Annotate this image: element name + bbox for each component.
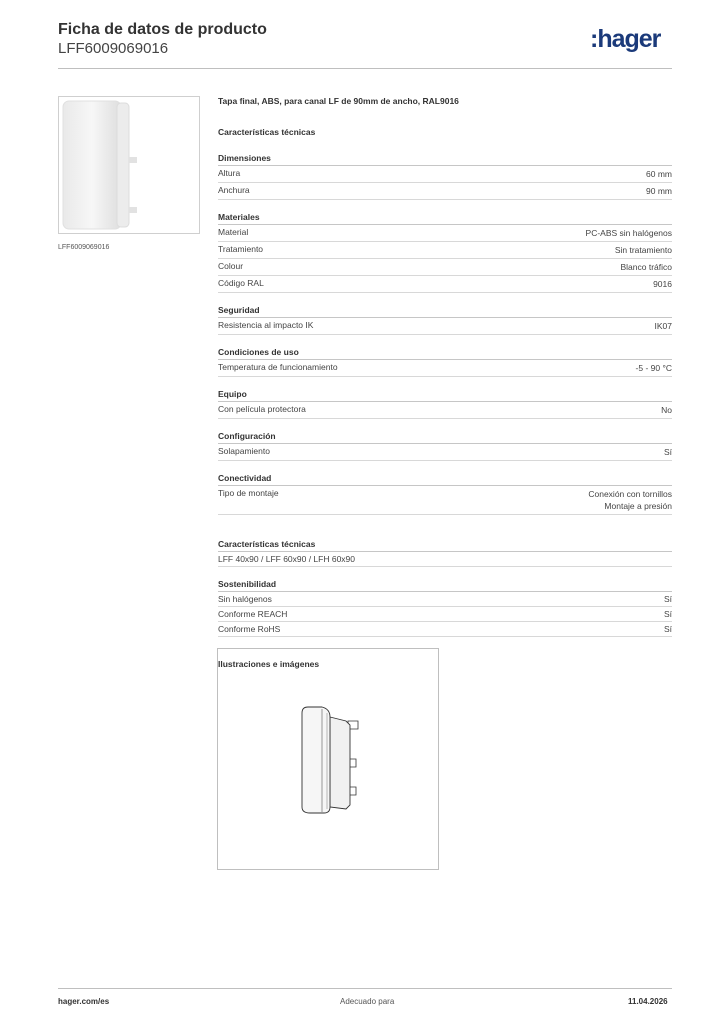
spec-row [218, 402, 672, 419]
hager-logo: :hager [590, 25, 661, 53]
sustainability-label: Conforme REACH [218, 609, 288, 619]
spec-label: Código RAL [218, 278, 264, 288]
product-description: Tapa final, ABS, para canal LF de 90mm de ancho, RAL9016 [218, 96, 459, 106]
spec-label: Material [218, 227, 249, 237]
section-title: Condiciones de uso [218, 347, 672, 360]
spec-content [218, 96, 672, 669]
sustainability-value: Sí [663, 624, 672, 634]
sustainability-title: Sostenibilidad [218, 579, 672, 592]
spec-value-line: Blanco tráfico [620, 262, 672, 272]
spec-value [621, 261, 673, 273]
spec-label: Anchura [218, 185, 250, 195]
footer-date: 11.04.2026 [628, 997, 668, 1006]
spec-value-line: Conexión con tornillos [588, 489, 672, 499]
spec-label: Tipo de montaje [218, 488, 279, 498]
sustainability-row [218, 592, 672, 607]
spec-value [588, 488, 672, 512]
spec-value [653, 278, 672, 290]
compat-text: LFF 40x90 / LFF 60x90 / LFH 60x90 [218, 554, 356, 564]
section-title: Dimensiones [218, 153, 672, 166]
spec-row [218, 276, 672, 293]
spec-value-line: No [661, 405, 672, 415]
sustainability-value: Sí [663, 609, 672, 619]
spec-value-line: Sin tratamiento [614, 245, 672, 255]
section-title: Equipo [218, 389, 672, 402]
spec-value [661, 404, 672, 416]
compat-row [218, 552, 672, 567]
product-illustration [218, 649, 438, 869]
sustainability-rows [218, 592, 672, 637]
product-thumbnail-image [59, 97, 199, 233]
spec-row [218, 486, 672, 515]
footer-suitable: Adecuado para [340, 997, 395, 1006]
spec-row [218, 444, 672, 461]
spec-label: Colour [218, 261, 244, 271]
spec-value [664, 446, 672, 458]
header-divider [58, 68, 672, 69]
sustainability-value: Sí [663, 594, 672, 604]
section-title: Materiales [218, 212, 672, 225]
section-title: Configuración [218, 431, 672, 444]
spec-value [636, 362, 672, 374]
spec-row [218, 225, 672, 242]
product-thumbnail [58, 96, 200, 234]
spec-value-line: -5 - 90 °C [635, 363, 672, 373]
product-reference: LFF6009069016 [58, 40, 169, 57]
spec-value-line: PC-ABS sin halógenos [585, 228, 672, 238]
illustrations-title: Ilustraciones e imágenes [218, 659, 320, 669]
spec-value-line: 9016 [653, 279, 672, 289]
illustration-frame [217, 648, 439, 870]
compat-title: Características técnicas [218, 539, 672, 552]
spec-value [615, 244, 672, 256]
spec-row [218, 318, 672, 335]
spec-row [218, 183, 672, 200]
spec-label: Resistencia al impacto IK [218, 320, 314, 330]
section-title: Seguridad [218, 305, 672, 318]
spec-sections [218, 153, 672, 515]
spec-row [218, 242, 672, 259]
spec-value [586, 227, 672, 239]
spec-value [646, 168, 672, 180]
spec-label: Temperatura de funcionamiento [218, 362, 338, 372]
spec-value [646, 185, 672, 197]
sustainability-label: Sin halógenos [218, 594, 272, 604]
tech-heading: Características técnicas [218, 127, 316, 137]
thumbnail-caption: LFF6009069016 [58, 244, 110, 251]
spec-row [218, 166, 672, 183]
spec-row [218, 259, 672, 276]
spec-value-line: Sí [663, 447, 672, 457]
footer-website[interactable]: hager.com/es [58, 997, 110, 1006]
sustainability-row [218, 622, 672, 637]
spec-label: Tratamiento [218, 244, 264, 254]
spec-value-line: Montaje a presión [604, 501, 672, 511]
section-title: Conectividad [218, 473, 672, 486]
spec-value [655, 320, 673, 332]
sustainability-label: Conforme RoHS [218, 624, 281, 634]
spec-row [218, 360, 672, 377]
page-title: Ficha de datos de producto [58, 21, 267, 38]
spec-label: Solapamiento [218, 446, 270, 456]
spec-label: Con película protectora [218, 404, 306, 414]
footer-divider [58, 988, 672, 989]
sustainability-row [218, 607, 672, 622]
spec-value-line: IK07 [654, 321, 672, 331]
spec-label: Altura [218, 168, 241, 178]
spec-value-line: 90 mm [646, 186, 672, 196]
spec-value-line: 60 mm [646, 169, 672, 179]
